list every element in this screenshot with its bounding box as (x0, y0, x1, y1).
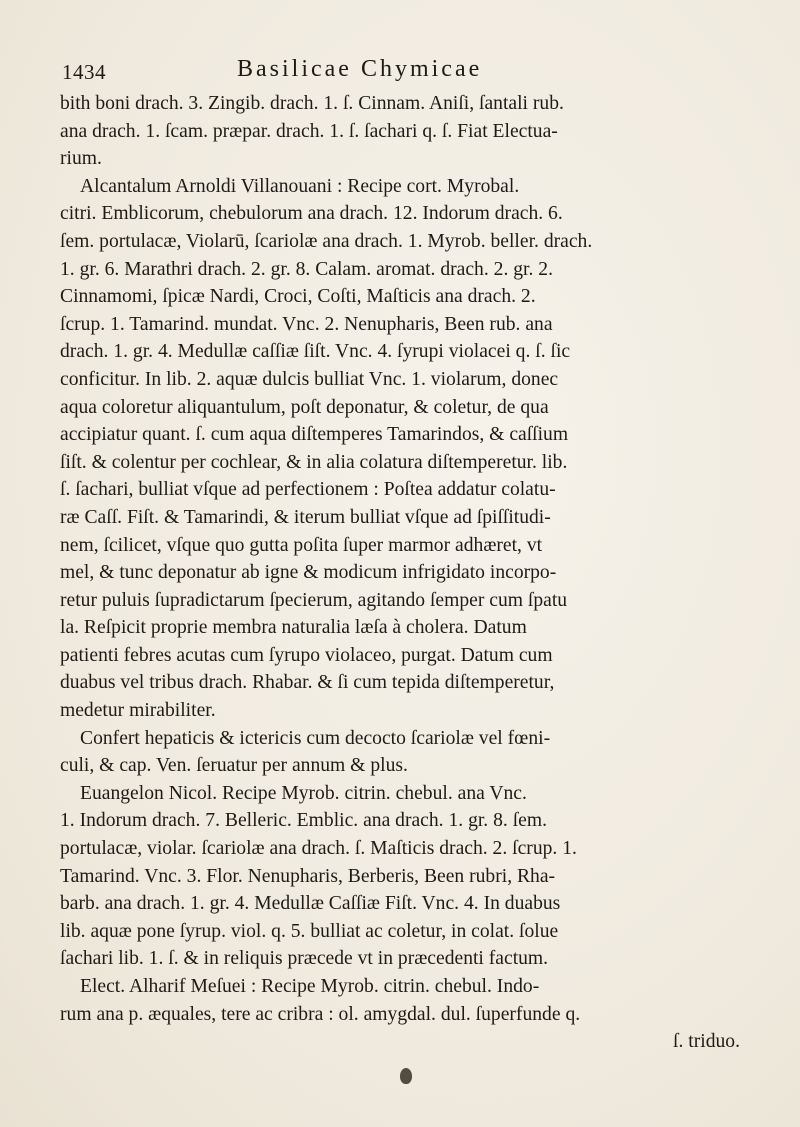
text-line: portulacæ, violar. ſcariolæ ana drach. ſ. Maſticis drach. 2. ſcrup. 1. (60, 838, 577, 860)
text-line: accipiatur quant. ſ. cum aqua diſtemperes Tamarindos, & caſſium (60, 424, 569, 446)
page-number: 1434 (62, 60, 106, 84)
text-line: ſ. ſachari, bulliat vſque ad perfectionem : Poſtea addatur colatu- (60, 479, 556, 501)
text-line: 1. gr. 6. Marathri drach. 2. gr. 8. Calam. aromat. drach. 2. gr. 2. (60, 258, 553, 280)
text-line: Elect. Alharif Meſuei : Recipe Myrob. citrin. chebul. Indo- (80, 976, 540, 997)
text-line: retur puluis ſupradictarum ſpecierum, agitando ſemper cum ſpatu (60, 589, 568, 611)
text-line: drach. 1. gr. 4. Medullæ caſſiæ ſiſt. Vnc. 4. ſyrupi violacei q. ſ. ſic (60, 341, 571, 363)
text-line: culi, & cap. Ven. ſeruatur per annum & plus. (60, 755, 408, 777)
text-line: Euangelon Nicol. Recipe Myrob. citrin. chebul. ana Vnc. (80, 782, 527, 804)
text-line: bith boni drach. 3. Zingib. drach. 1. ſ. Cinnam. Aniſi, ſantali rub. (60, 93, 564, 114)
text-line: 1. Indorum drach. 7. Belleric. Emblic. ana drach. 1. gr. 8. ſem. (60, 810, 547, 832)
text-line: duabus vel tribus drach. Rhabar. & ſi cum tepida diſtemperetur, (60, 672, 555, 694)
text-line: lib. aquæ pone ſyrup. viol. q. 5. bulliat ac coletur, in colat. ſolue (60, 920, 559, 942)
text-line: conficitur. In lib. 2. aquæ dulcis bulliat Vnc. 1. violarum, donec (60, 368, 559, 390)
text-line: ana drach. 1. ſcam. præpar. drach. 1. ſ. ſachari q. ſ. Fiat Electua- (60, 120, 558, 142)
text-line: rium. (60, 148, 102, 170)
text-line: Confert hepaticis & ictericis cum decocto ſcariolæ vel fœni- (80, 727, 551, 749)
text-line: ræ Caſſ. Fiſt. & Tamarindi, & iterum bulliat vſque ad ſpiſſitudi- (60, 506, 551, 528)
body-text (60, 90, 750, 1056)
text-line: la. Reſpicit proprie membra naturalia læſa à cholera. Datum (60, 617, 527, 639)
text-line: Cinnamomi, ſpicæ Nardi, Croci, Coſti, Maſticis ana drach. 2. (60, 286, 536, 308)
text-line: ſiſt. & colentur per cochlear, & in alia colatura diſtemperetur. lib. (60, 451, 568, 473)
text-line: ſem. portulacæ, Violarū, ſcariolæ ana drach. 1. Myrob. beller. drach. (60, 230, 593, 252)
text-line: aqua coloretur aliquantulum, poſt deponatur, & coletur, de qua (60, 396, 549, 418)
text-line: ſ. triduo. (673, 1031, 740, 1053)
text-line: medetur mirabiliter. (60, 700, 216, 722)
text-line: patienti febres acutas cum ſyrupo violaceo, purgat. Datum cum (60, 644, 553, 666)
text-line: Tamarind. Vnc. 3. Flor. Nenupharis, Berberis, Been rubri, Rha- (60, 865, 556, 887)
text-line: rum ana p. æquales, tere ac cribra : ol. amygdal. dul. ſuperfunde q. (60, 1003, 581, 1025)
page-header (62, 56, 740, 90)
text-line: citri. Emblicorum, chebulorum ana drach. 12. Indorum drach. 6. (60, 203, 563, 225)
text-line: barb. ana drach. 1. gr. 4. Medullæ Caſſiæ Fiſt. Vnc. 4. In duabus (60, 893, 561, 915)
ink-stain (400, 1068, 412, 1084)
text-line: ſcrup. 1. Tamarind. mundat. Vnc. 2. Nenupharis, Been rub. ana (60, 313, 553, 335)
running-head: Basilicae Chymicae (237, 56, 483, 82)
text-line: mel, & tunc deponatur ab igne & modicum infrigidato incorpo- (60, 562, 557, 584)
text-line: Alcantalum Arnoldi Villanouani : Recipe cort. Myrobal. (80, 175, 520, 197)
text-line: nem, ſcilicet, vſque quo gutta poſita ſuper marmor adhæret, vt (60, 534, 543, 556)
text-line: ſachari lib. 1. ſ. & in reliquis præcede vt in præcedenti factum. (60, 948, 549, 970)
